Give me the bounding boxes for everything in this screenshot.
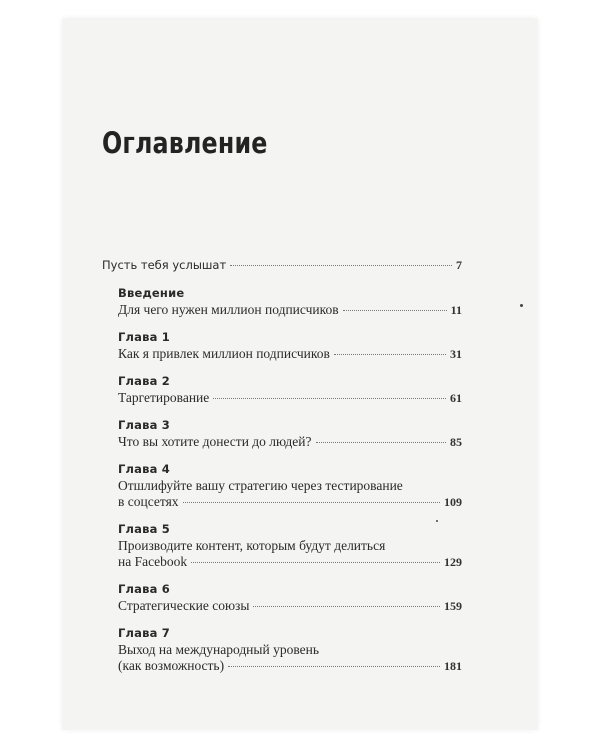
toc-entry (118, 494, 462, 510)
toc-entry-label: Для чего нужен миллион подписчиков (118, 302, 339, 317)
toc-entry-line: Отшлифуйте вашу стратегию через тестирование (118, 478, 403, 493)
toc-page-number: 109 (444, 495, 462, 509)
toc-page-number: 11 (450, 303, 462, 317)
chapter-heading: Глава 3 (118, 418, 170, 432)
toc-entry-label: Пусть тебя услышат (102, 258, 227, 272)
toc-page-number: 181 (444, 659, 462, 673)
toc-entry-label: (как возможность) (118, 658, 225, 673)
toc-entry-label: Как я привлек миллион подписчиков (118, 346, 330, 361)
dot-leader (230, 265, 452, 266)
chapter-heading: Введение (118, 286, 185, 300)
toc-entry-label: в соцсетях (118, 494, 179, 509)
toc-entry-line: Выход на международный уровень (118, 642, 319, 657)
toc-page-number: 31 (450, 347, 462, 361)
toc-entry (118, 434, 462, 450)
ink-speck (436, 520, 438, 522)
dot-leader (253, 606, 440, 607)
toc-entry-label: Стратегические союзы (118, 598, 250, 613)
toc-entry (118, 346, 462, 362)
page-title: Оглавление (102, 126, 268, 160)
toc-page-number: 129 (444, 555, 462, 569)
toc-entry-label: Таргетирование (118, 390, 210, 405)
dot-leader (228, 666, 440, 667)
chapter-heading: Глава 4 (118, 462, 170, 476)
dot-leader (334, 354, 446, 355)
dot-leader (343, 310, 447, 311)
chapter-heading: Глава 7 (118, 626, 170, 640)
toc-entry-label: Что вы хотите донести до людей? (118, 434, 312, 449)
toc-entry-intro (102, 258, 462, 273)
chapter-heading: Глава 6 (118, 582, 170, 596)
chapter-heading: Глава 2 (118, 374, 170, 388)
toc-page-number: 159 (444, 599, 462, 613)
toc-entry-line: Производите контент, которым будут делиться (118, 538, 386, 553)
dot-leader (316, 442, 446, 443)
toc-entry (118, 658, 462, 674)
toc-entry (118, 598, 462, 614)
chapter-heading: Глава 1 (118, 330, 170, 344)
chapter-heading: Глава 5 (118, 522, 170, 536)
toc-entry (118, 554, 462, 570)
toc-page-number: 85 (450, 435, 462, 449)
toc-page-number: 7 (456, 258, 462, 272)
toc-entry (118, 390, 462, 406)
dot-leader (213, 398, 446, 399)
dot-leader (183, 502, 440, 503)
dot-leader (191, 562, 440, 563)
toc-entry-label: на Facebook (118, 554, 188, 569)
toc-entry (118, 302, 462, 318)
toc-page-number: 61 (450, 391, 462, 405)
ink-speck (520, 304, 523, 307)
